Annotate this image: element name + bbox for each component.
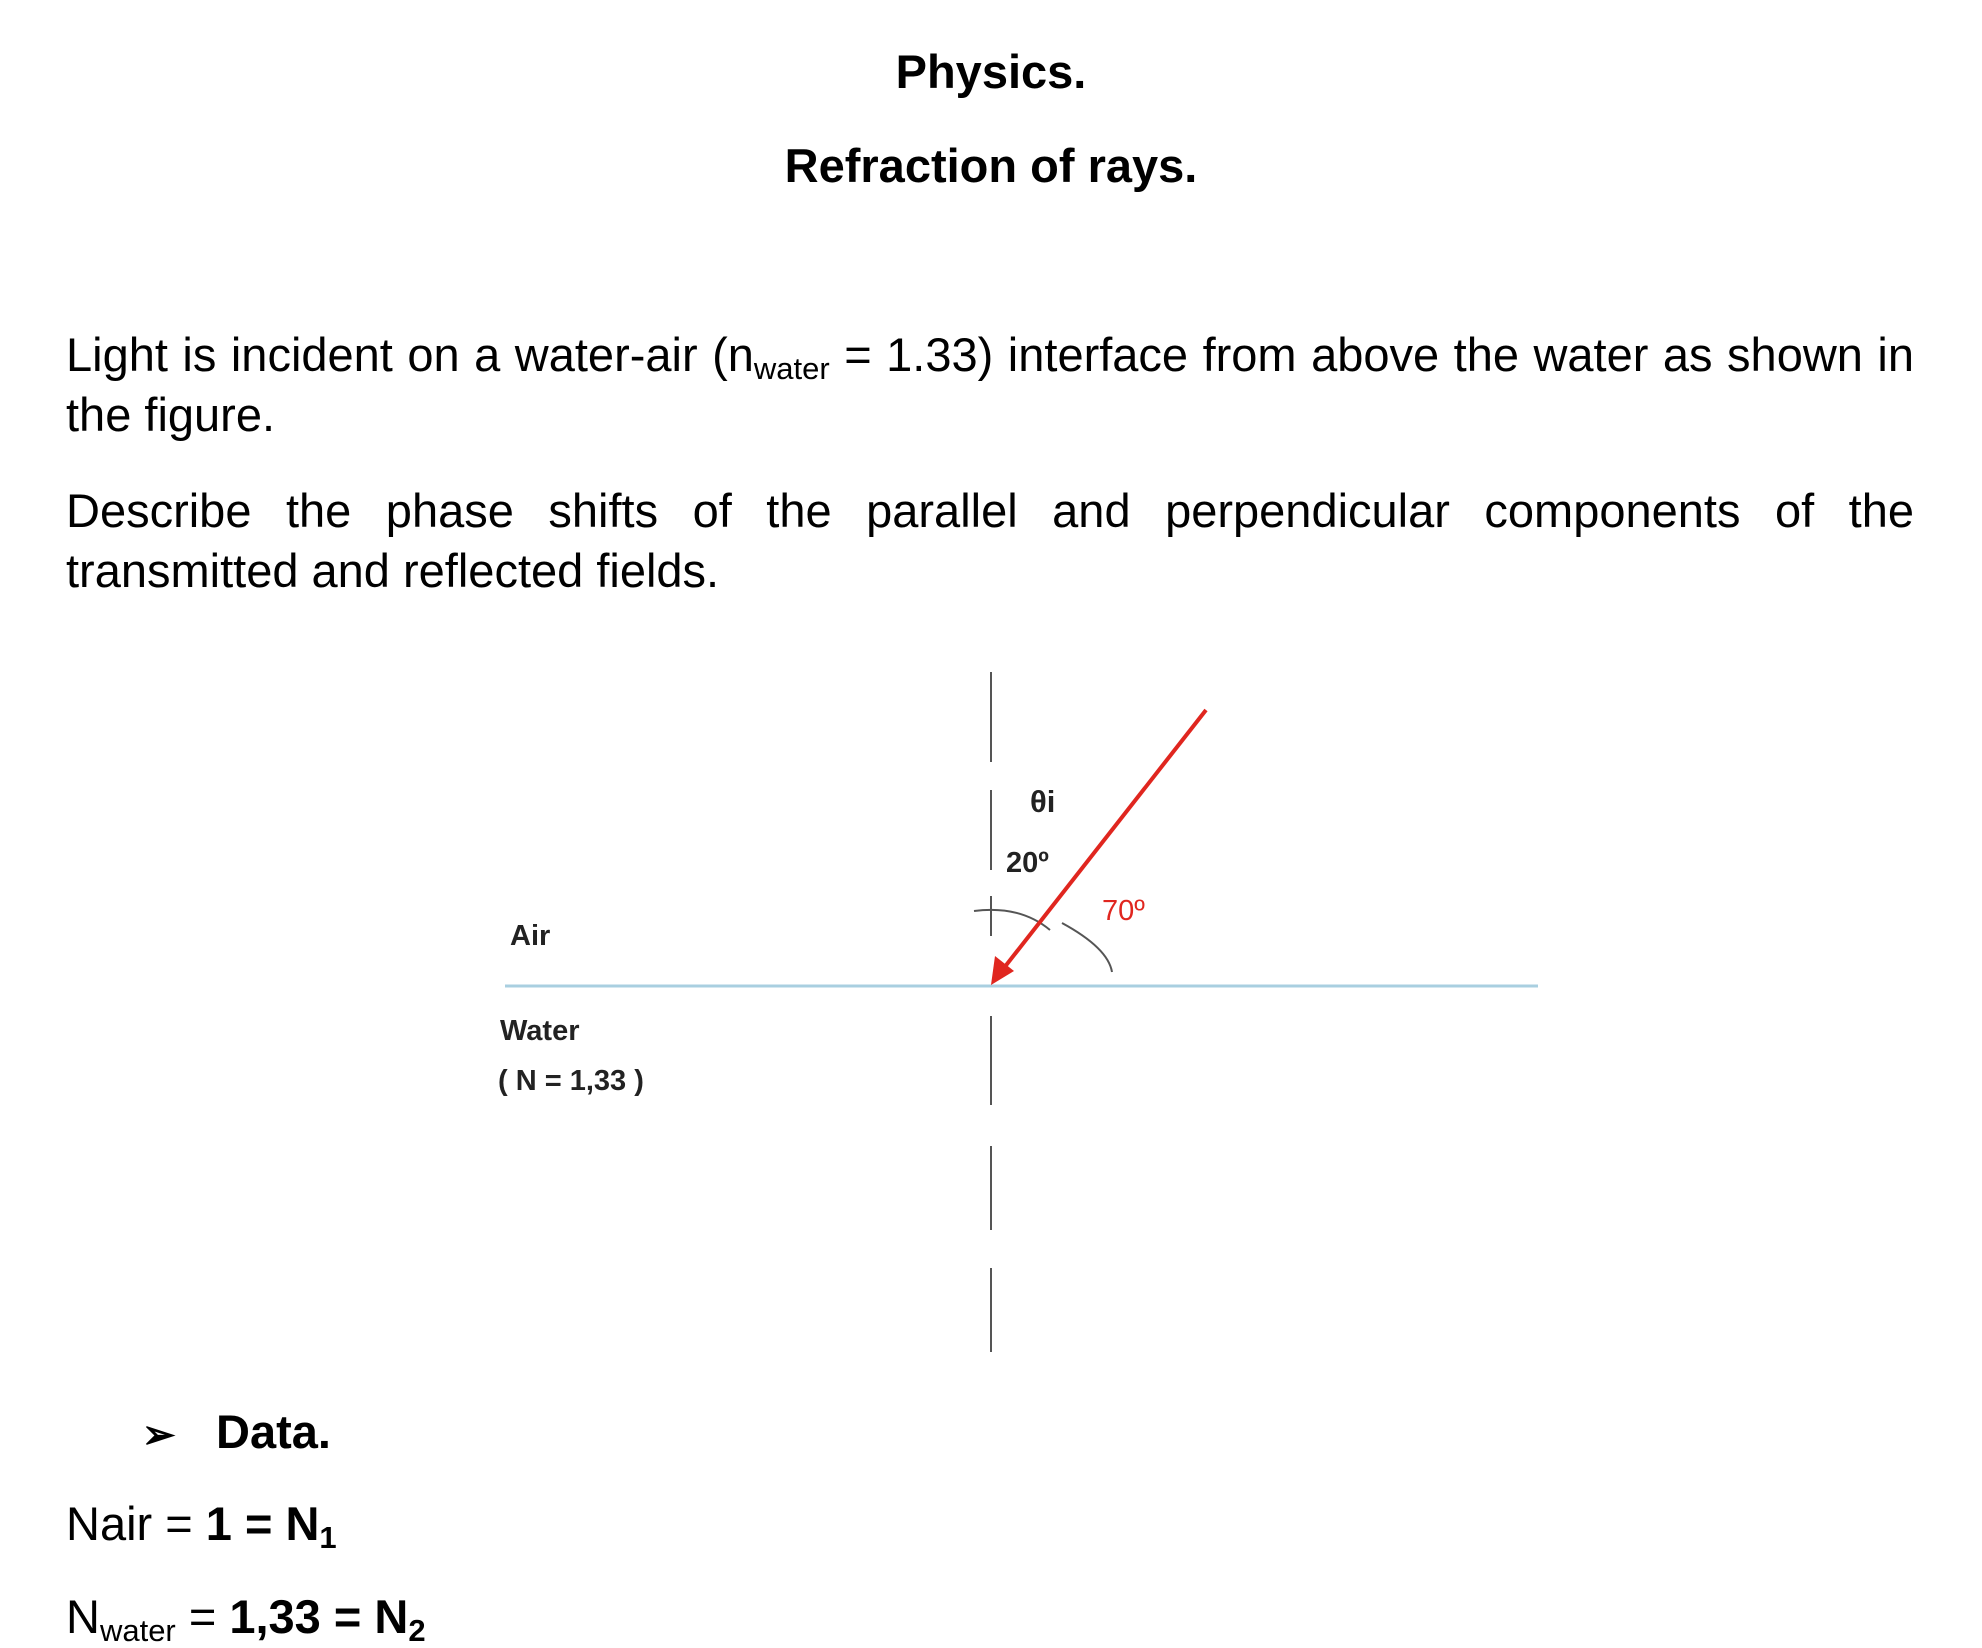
air-index-equation bbox=[66, 1494, 337, 1554]
incidence-angle-label: 20º bbox=[1006, 847, 1049, 879]
problem-text-b: = 1.33) interface from above the water as shown in the figure. bbox=[66, 328, 1914, 441]
water-subscript: water bbox=[753, 351, 830, 386]
document-subject: Physics. bbox=[895, 45, 1087, 98]
problem-text-a: Light is incident on a water-air (n bbox=[66, 328, 754, 381]
incidence-angle-arc bbox=[974, 910, 1050, 930]
eq1-rhs: 1 = N bbox=[205, 1497, 320, 1550]
eq1-subscript: 1 bbox=[319, 1520, 337, 1555]
document-topic: Refraction of rays. bbox=[784, 139, 1198, 192]
problem-question: Describe the phase shifts of the parallel and perpendicular components of the transmitted and reflected fields. bbox=[66, 484, 1914, 597]
data-heading bbox=[142, 1402, 331, 1465]
eq1-lhs: Nair = bbox=[66, 1497, 206, 1550]
data-heading-text: Data. bbox=[216, 1405, 331, 1458]
water-index-equation bbox=[66, 1587, 426, 1647]
surface-angle-label: 70º bbox=[1102, 895, 1145, 927]
theta-i-label: θi bbox=[1030, 784, 1056, 819]
eq2-equals: = bbox=[175, 1590, 230, 1643]
air-label: Air bbox=[510, 920, 551, 952]
surface-angle-arc bbox=[1062, 923, 1112, 972]
bullet-arrow-icon: ➢ bbox=[142, 1413, 176, 1457]
eq2-lhs-subscript: water bbox=[99, 1613, 176, 1648]
eq2-rhs: 1,33 = N bbox=[229, 1590, 409, 1643]
eq2-subscript: 2 bbox=[408, 1613, 426, 1648]
water-index-label: ( N = 1,33 ) bbox=[498, 1065, 644, 1097]
eq2-lhs: N bbox=[66, 1590, 100, 1643]
water-label: Water bbox=[500, 1015, 580, 1047]
